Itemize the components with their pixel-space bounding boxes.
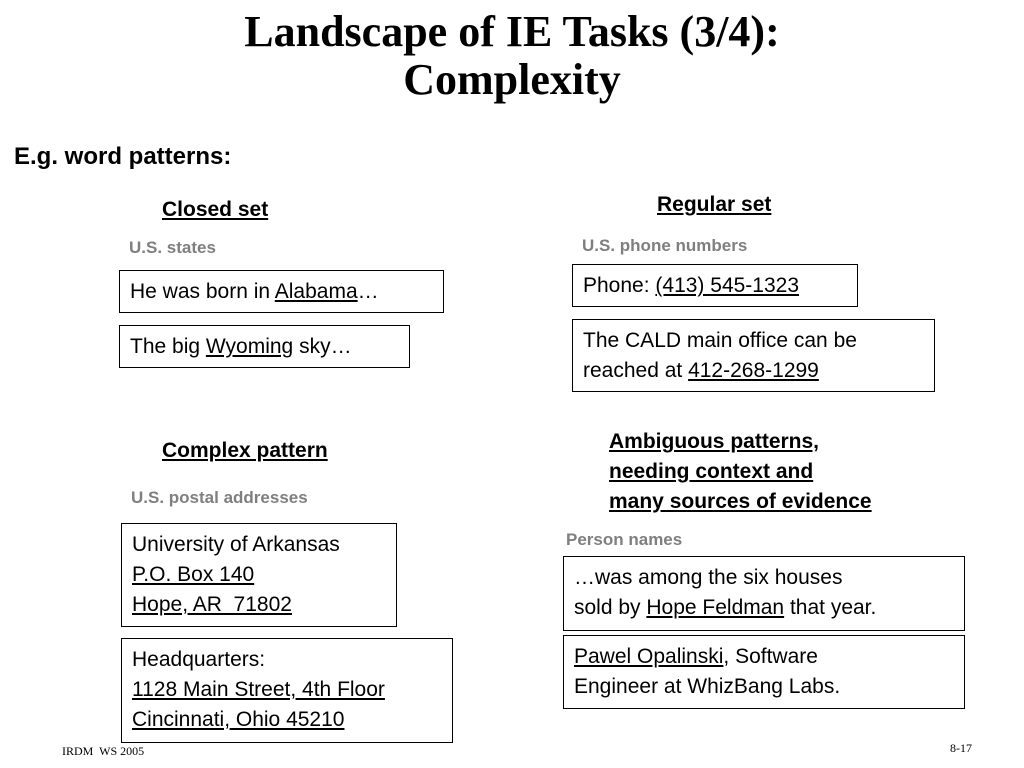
footer-course-label: IRDM WS 2005 bbox=[62, 744, 145, 758]
slide-subtitle: E.g. word patterns: bbox=[14, 143, 232, 170]
example-text: sold by bbox=[574, 596, 647, 619]
example-text: Engineer at WhizBang Labs. bbox=[574, 675, 841, 698]
example-text: He was born in bbox=[130, 280, 275, 303]
extracted-entity: P.O. Box 140 bbox=[132, 563, 255, 586]
extracted-entity: Pawel Opalinski bbox=[574, 645, 724, 668]
closed-set-example-1 bbox=[119, 270, 444, 313]
example-text: reached at bbox=[583, 359, 689, 382]
ambiguous-patterns-example-1 bbox=[563, 556, 965, 631]
closed-set-heading: Closed set bbox=[162, 198, 269, 221]
example-text: , Software bbox=[723, 645, 818, 668]
example-text: Headquarters: bbox=[132, 648, 266, 671]
ambiguous-patterns-example-2 bbox=[563, 635, 965, 709]
example-text: University of Arkansas bbox=[132, 533, 340, 556]
extracted-entity: Wyoming bbox=[205, 335, 294, 358]
ambiguous-patterns-category: Person names bbox=[566, 530, 683, 549]
extracted-entity: Hope, AR 71802 bbox=[132, 593, 292, 616]
footer-slide-number: 8-17 bbox=[950, 741, 972, 755]
extracted-entity: 412-268-1299 bbox=[688, 359, 819, 382]
complex-pattern-heading: Complex pattern bbox=[162, 439, 328, 462]
slide-title bbox=[0, 8, 1024, 104]
extracted-entity: Alabama bbox=[274, 280, 358, 303]
example-text: sky… bbox=[293, 335, 352, 358]
complex-pattern-category: U.S. postal addresses bbox=[131, 488, 308, 507]
ambiguous-patterns-heading bbox=[609, 427, 872, 517]
example-text: that year. bbox=[784, 596, 877, 619]
closed-set-example-2 bbox=[119, 325, 410, 368]
ambiguous-heading-line3: many sources of evidence bbox=[609, 490, 872, 513]
example-text: …was among the six houses bbox=[574, 566, 843, 589]
example-text: The big bbox=[130, 335, 206, 358]
regular-set-example-2 bbox=[572, 319, 935, 392]
extracted-entity: Hope Feldman bbox=[646, 596, 785, 619]
example-text: … bbox=[357, 280, 379, 303]
slide-title-line2: Complexity bbox=[403, 55, 621, 104]
complex-pattern-example-1 bbox=[121, 523, 397, 627]
example-text: Phone: bbox=[583, 274, 656, 297]
regular-set-category: U.S. phone numbers bbox=[582, 236, 748, 255]
complex-pattern-example-2 bbox=[121, 638, 453, 743]
example-text: The CALD main office can be bbox=[583, 329, 857, 352]
extracted-entity: 1128 Main Street, 4th Floor bbox=[132, 678, 385, 701]
ambiguous-heading-line2: needing context and bbox=[609, 460, 814, 483]
slide-title-line1: Landscape of IE Tasks (3/4): bbox=[244, 7, 780, 56]
ambiguous-heading-line1: Ambiguous patterns, bbox=[609, 430, 820, 453]
closed-set-category: U.S. states bbox=[129, 238, 216, 257]
extracted-entity: (413) 545-1323 bbox=[655, 274, 800, 297]
extracted-entity: Cincinnati, Ohio 45210 bbox=[132, 708, 345, 731]
regular-set-heading: Regular set bbox=[657, 193, 772, 216]
regular-set-example-1 bbox=[572, 264, 858, 307]
